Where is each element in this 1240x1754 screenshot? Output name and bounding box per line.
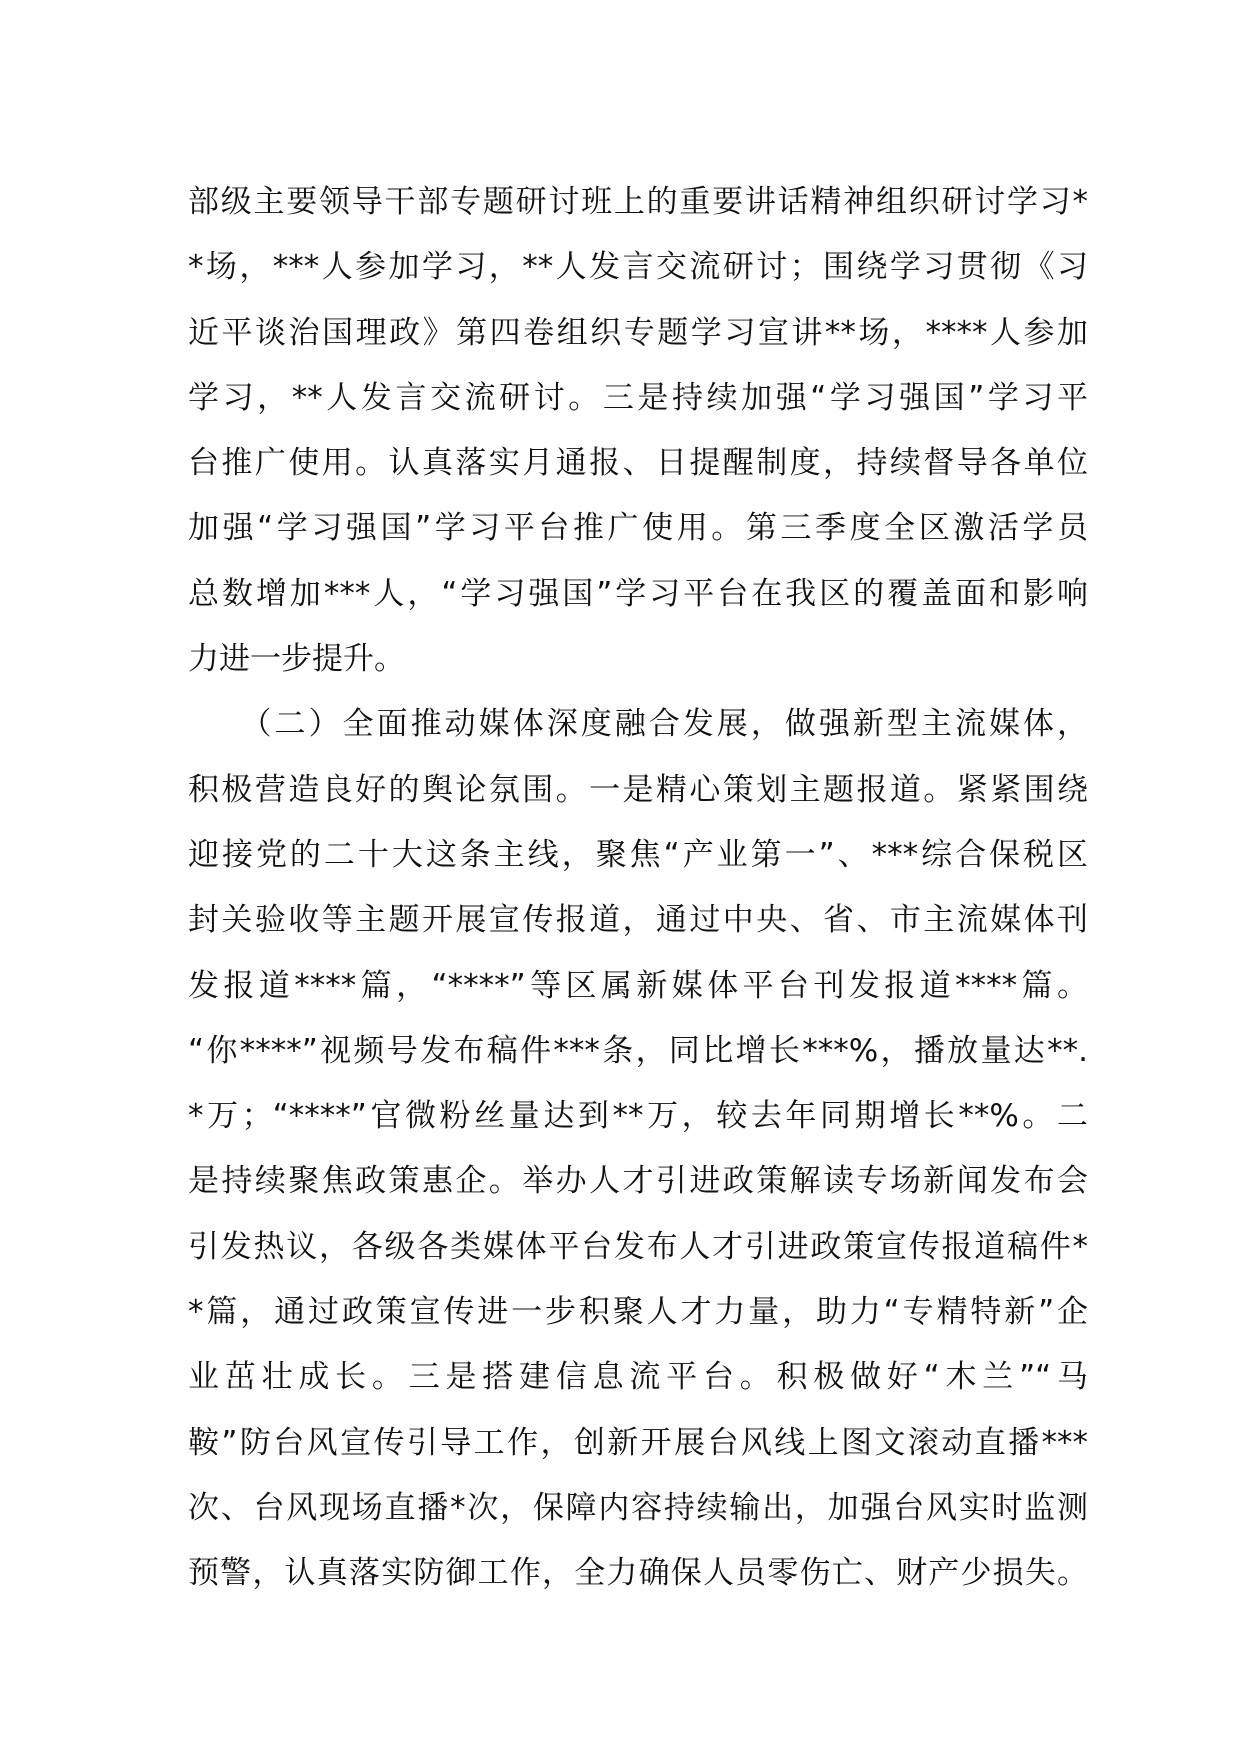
text-line: 业茁壮成长。三是搭建信息流平台。积极做好“木兰”“马 xyxy=(188,1359,1088,1396)
text-line: 力进一步提升。 xyxy=(188,641,405,678)
text-line: 次、台风现场直播*次，保障内容持续输出，加强台风实时监测 xyxy=(188,1489,1088,1526)
text-line: 封关验收等主题开展宣传报道，通过中央、省、市主流媒体刊 xyxy=(188,902,1088,939)
text-line: *篇，通过政策宣传进一步积聚人才力量，助力“专精特新”企 xyxy=(188,1294,1088,1331)
text-line: 部级主要领导干部专题研讨班上的重要讲话精神组织研讨学习* xyxy=(188,184,1088,220)
text-line: 总数增加***人，“学习强国”学习平台在我区的覆盖面和影响 xyxy=(188,575,1088,612)
text-line: 近平谈治国理政》第四卷组织专题学习宣讲**场，****人参加 xyxy=(188,314,1088,351)
text-line: 是持续聚焦政策惠企。举办人才引进政策解读专场新闻发布会 xyxy=(188,1163,1088,1200)
text-line: 引发热议，各级各类媒体平台发布人才引进政策宣传报道稿件* xyxy=(188,1228,1088,1265)
body-text xyxy=(188,170,1088,1607)
text-line: （二）全面推动媒体深度融合发展，做强新型主流媒体， xyxy=(188,706,1088,743)
text-line: 迎接党的二十大这条主线，聚焦“产业第一”、***综合保税区 xyxy=(188,836,1088,873)
text-line: 发报道****篇，“****”等区属新媒体平台刊发报道****篇。 xyxy=(188,967,1088,1004)
text-line: 台推广使用。认真落实月通报、日提醒制度，持续督导各单位 xyxy=(188,445,1088,482)
text-line: 加强“学习强国”学习平台推广使用。第三季度全区激活学员 xyxy=(188,510,1088,547)
text-line: 积极营造良好的舆论氛围。一是精心策划主题报道。紧紧围绕 xyxy=(188,771,1088,808)
text-line: *万；“****”官微粉丝量达到**万，较去年同期增长**%。二 xyxy=(188,1098,1088,1135)
text-line: 学习，**人发言交流研讨。三是持续加强“学习强国”学习平 xyxy=(188,379,1088,416)
text-line: *场，***人参加学习，**人发言交流研讨；围绕学习贯彻《习 xyxy=(188,249,1088,286)
text-line: 预警，认真落实防御工作，全力确保人员零伤亡、财产少损失。 xyxy=(188,1555,1088,1592)
text-line: 鞍”防台风宣传引导工作，创新开展台风线上图文滚动直播*** xyxy=(188,1424,1088,1461)
text-line: “你****”视频号发布稿件***条，同比增长***%，播放量达**. xyxy=(188,1032,1088,1069)
